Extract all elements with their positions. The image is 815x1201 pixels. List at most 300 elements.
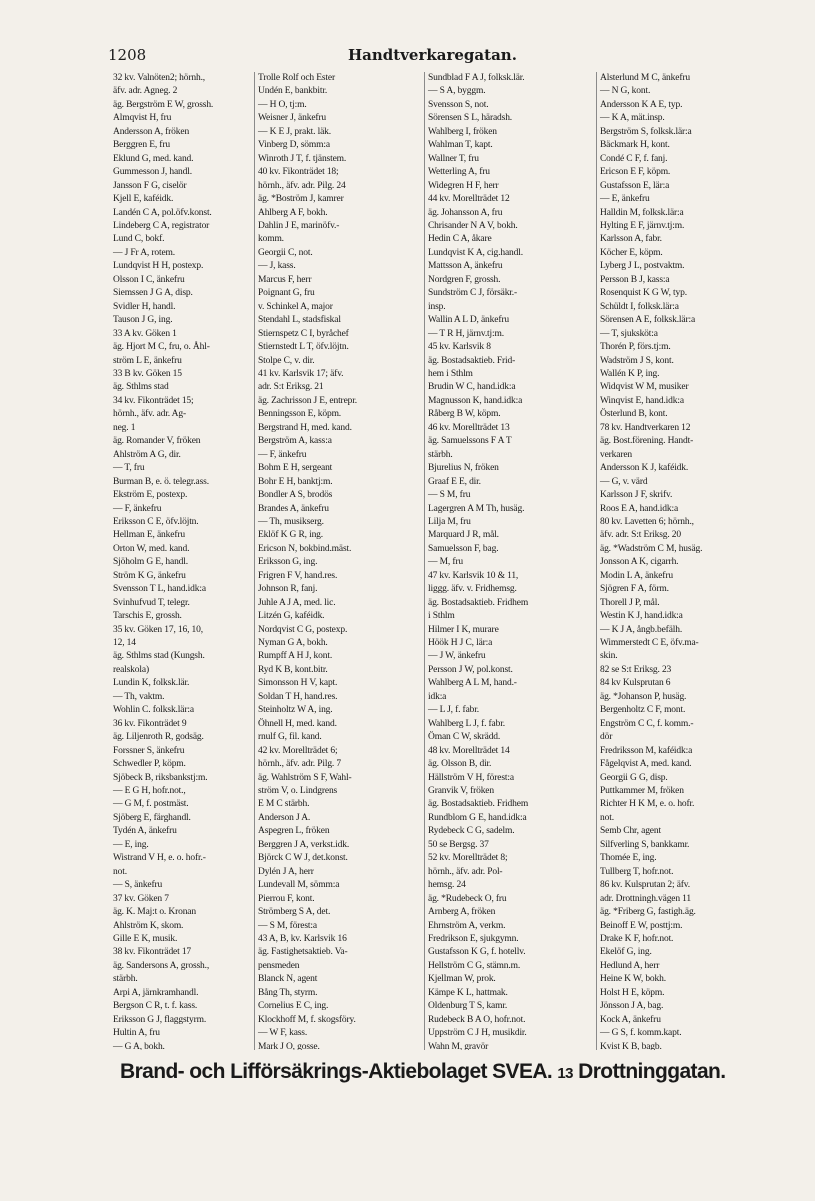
directory-entry: Gummesson J, handl. bbox=[113, 167, 192, 178]
directory-entry: — N G, kont. bbox=[600, 86, 651, 97]
directory-entry: Semb Chr, agent bbox=[600, 826, 661, 837]
directory-entry: Schwedler P, köpm. bbox=[113, 759, 186, 770]
directory-entry: äg. *Friberg G, fastigh.äg. bbox=[600, 907, 696, 918]
directory-entry: Svensson T L, hand.idk:a bbox=[113, 584, 206, 595]
directory-entry: 37 kv. Göken 7 bbox=[113, 893, 169, 904]
directory-entry: Lagergren A M Th, husäg. bbox=[428, 503, 525, 514]
directory-entry: 82 se S:t Eriksg. 23 bbox=[600, 664, 672, 675]
directory-entry: pensmeden bbox=[258, 960, 300, 971]
directory-entry: — L J, f. fabr. bbox=[428, 705, 479, 716]
directory-entry: 45 kv. Karlsvik 8 bbox=[428, 342, 491, 353]
directory-entry: Bohm E H, sergeant bbox=[258, 463, 333, 474]
directory-entry: Strömberg S A, det. bbox=[258, 907, 331, 918]
directory-entry: äg. Fastighetsaktieb. Va- bbox=[258, 947, 348, 958]
directory-entry: Bäckmark H, kont. bbox=[600, 140, 670, 151]
directory-column-4 bbox=[596, 72, 764, 1050]
directory-entry: Ehrnström A, verkm. bbox=[428, 920, 506, 931]
directory-entry: äg. Samuelssons F A T bbox=[428, 436, 512, 447]
directory-entry: — S M, fru bbox=[428, 490, 471, 501]
directory-entry: Stolpe C, v. dir. bbox=[258, 355, 315, 366]
directory-entry: — T R H, järnv.tj:m. bbox=[428, 328, 504, 339]
directory-entry: Wahlberg L J, f. fabr. bbox=[428, 718, 505, 729]
page-title: Handtverkaregatan. bbox=[348, 46, 517, 64]
directory-entry: Fågelqvist A, med. kand. bbox=[600, 759, 692, 770]
directory-columns bbox=[110, 72, 764, 1050]
directory-entry: 41 kv. Karlsvik 17; äfv. bbox=[258, 368, 344, 379]
directory-entry: Köcher E, köpm. bbox=[600, 247, 663, 258]
directory-entry: Silfverling S, bankkamr. bbox=[600, 839, 690, 850]
directory-entry: rnulf G, fil. kand. bbox=[258, 732, 322, 743]
directory-entry: — J Fr A, rotem. bbox=[113, 247, 175, 258]
directory-entry: liggg. äfv. v. Fridhemsg. bbox=[428, 584, 517, 595]
directory-entry: Wallin A L D, änkefru bbox=[428, 315, 509, 326]
directory-entry: hem i Sthlm bbox=[428, 368, 473, 379]
directory-entry: adr. Drottningh.vägen 11 bbox=[600, 893, 692, 904]
directory-entry: 86 kv. Kulsprutan 2; äfv. bbox=[600, 880, 691, 891]
directory-entry: Thorell J P, mål. bbox=[600, 597, 660, 608]
directory-entry: Wahn M, gravör bbox=[428, 1041, 489, 1050]
directory-entry: Winqvist E, hand.idk:a bbox=[600, 395, 684, 406]
directory-entry: äg. Bostadsaktieb. Frid- bbox=[428, 355, 516, 366]
directory-entry: Uppström C J H, musikdir. bbox=[428, 1028, 527, 1039]
directory-entry: äfv. adr. S:t Eriksg. 20 bbox=[600, 530, 682, 541]
directory-entry: hörnh., äfv. adr. Pilg. 7 bbox=[258, 759, 341, 770]
directory-entry: 50 se Bergsg. 37 bbox=[428, 839, 489, 850]
directory-entry: Rundblom G E, hand.idk:a bbox=[428, 812, 527, 823]
directory-entry: Marquard J R, mål. bbox=[428, 530, 499, 541]
directory-entry: Karlsson A, fabr. bbox=[600, 234, 662, 245]
directory-entry: Kjell E, kaféidk. bbox=[113, 194, 174, 205]
directory-entry: Persson B J, kass:a bbox=[600, 274, 670, 285]
directory-entry: Lundqvist K A, cig.handl. bbox=[428, 247, 523, 258]
directory-entry: insp. bbox=[428, 301, 446, 312]
directory-entry: Sörensen S L, häradsh. bbox=[428, 113, 513, 124]
directory-entry: Mark J O, gosse. bbox=[258, 1041, 320, 1050]
directory-entry: Klockhoff M, f. skogsföry. bbox=[258, 1014, 356, 1025]
directory-entry: 34 kv. Fikonträdet 15; bbox=[113, 395, 194, 406]
directory-entry: Modin L A, änkefru bbox=[600, 570, 673, 581]
advert-text: Brand- och Lifförsäkrings-Aktiebolaget SVEA. bbox=[120, 1060, 553, 1083]
directory-entry: — J W, änkefru bbox=[428, 651, 486, 662]
directory-entry: Rumpff A H J, kont. bbox=[258, 651, 333, 662]
directory-entry: Eriksson G J, flaggstyrm. bbox=[113, 1014, 207, 1025]
directory-entry: Gustafsson E, lär:a bbox=[600, 180, 670, 191]
directory-entry: Hedin C A, åkare bbox=[428, 234, 492, 245]
directory-entry: 40 kv. Fikonträdet 18; bbox=[258, 167, 339, 178]
directory-entry: Kjellman W, prok. bbox=[428, 974, 496, 985]
directory-entry: — Th, musikserg. bbox=[258, 516, 324, 527]
directory-entry: Widqvist W M, musiker bbox=[600, 382, 689, 393]
directory-entry: äg. Bostadsaktieb. Fridhem bbox=[428, 597, 529, 608]
directory-entry: Rydebeck C G, sadelm. bbox=[428, 826, 515, 837]
advert-street: Drottninggatan. bbox=[578, 1060, 726, 1083]
advert-number: 13 bbox=[557, 1065, 573, 1082]
directory-entry: 47 kv. Karlsvik 10 & 11, bbox=[428, 570, 519, 581]
directory-entry: — E, ing. bbox=[113, 839, 149, 850]
directory-entry: Ryd K B, kont.bitr. bbox=[258, 664, 328, 675]
directory-entry: äg. Zachrisson J E, entrepr. bbox=[258, 395, 357, 406]
directory-entry: — E G H, hofr.not., bbox=[113, 786, 186, 797]
directory-entry: Eklund G, med. kand. bbox=[113, 153, 194, 164]
directory-entry: Cornelius E C, ing. bbox=[258, 1001, 329, 1012]
directory-entry: Dylén J A, herr bbox=[258, 866, 314, 877]
directory-entry: Lund C, bokf. bbox=[113, 234, 165, 245]
directory-entry: Eriksson C E, öfv.löjtn. bbox=[113, 516, 199, 527]
directory-entry: — K A, mät.insp. bbox=[600, 113, 665, 124]
directory-entry: Magnusson K, hand.idk:a bbox=[428, 395, 523, 406]
directory-entry: — G A, bokh. bbox=[113, 1041, 165, 1050]
directory-entry: — G, v. värd bbox=[600, 476, 648, 487]
directory-entry: Sundblad F A J, folksk.lär. bbox=[428, 73, 525, 83]
directory-entry: Wetterling A, fru bbox=[428, 167, 490, 178]
directory-entry: — M, fru bbox=[428, 557, 463, 568]
directory-entry: Sjögren F A, förm. bbox=[600, 584, 669, 595]
directory-entry: Johnson R, fanj. bbox=[258, 584, 318, 595]
directory-entry: Wadström J S, kont. bbox=[600, 355, 674, 366]
directory-entry: äg. Sthlms stad bbox=[113, 382, 169, 393]
directory-entry: Nordqvist C G, postexp. bbox=[258, 624, 348, 635]
directory-entry: Fredriksson M, kaféidk:a bbox=[600, 745, 693, 756]
directory-entry: Lundqvist H H, postexp. bbox=[113, 261, 204, 272]
directory-entry: Kvist K B, bagb. bbox=[600, 1041, 662, 1050]
directory-entry: Heine K W, bokh. bbox=[600, 974, 666, 985]
directory-entry: Lilja M, fru bbox=[428, 516, 471, 527]
directory-entry: Nordgren F, grossh. bbox=[428, 274, 501, 285]
directory-entry: äg. Bost.förening. Handt- bbox=[600, 436, 694, 447]
directory-entry: — F, änkefru bbox=[113, 503, 162, 514]
directory-entry: Samuelsson F, bag. bbox=[428, 543, 499, 554]
directory-entry: Rosenquist K G W, typ. bbox=[600, 288, 687, 299]
directory-entry: Forssner S, änkefru bbox=[113, 745, 185, 756]
directory-entry: Condé C F, f. fanj. bbox=[600, 153, 668, 164]
directory-entry: Puttkammer M, fröken bbox=[600, 786, 684, 797]
directory-entry: Ahlberg A F, bokh. bbox=[258, 207, 328, 218]
directory-entry: Brandes A, änkefru bbox=[258, 503, 329, 514]
directory-entry: verkaren bbox=[600, 449, 633, 460]
directory-entry: äg. *Johanson P, husäg. bbox=[600, 691, 687, 702]
directory-entry: Öman C W, skrädd. bbox=[428, 732, 501, 743]
directory-entry: Engström C C, f. komm.- bbox=[600, 718, 694, 729]
directory-entry: Mattsson A, änkefru bbox=[428, 261, 503, 272]
directory-entry: Persson J W, pol.konst. bbox=[428, 664, 513, 675]
directory-entry: Bergstrand H, med. kand. bbox=[258, 422, 352, 433]
directory-entry: Andersson A, fröken bbox=[113, 126, 190, 137]
directory-column-1 bbox=[110, 72, 254, 1050]
directory-entry: Halldin M, folksk.lär:a bbox=[600, 207, 684, 218]
directory-entry: Orton W, med. kand. bbox=[113, 543, 190, 554]
directory-entry: hörnh., äfv. adr. Ag- bbox=[113, 409, 187, 420]
directory-entry: Undén E, bankbitr. bbox=[258, 86, 328, 97]
directory-entry: 38 kv. Fikonträdet 17 bbox=[113, 947, 192, 958]
directory-entry: 43 A, B, kv. Karlsvik 16 bbox=[258, 934, 347, 944]
directory-entry: Tullberg T, hofr.not. bbox=[600, 866, 674, 877]
directory-entry: Drake K F, hofr.not. bbox=[600, 934, 674, 944]
directory-entry: 52 kv. Morellträdet 8; bbox=[428, 853, 508, 864]
directory-entry: 78 kv. Handtverkaren 12 bbox=[600, 422, 691, 433]
directory-entry: äg. Olsson B, dir. bbox=[428, 759, 492, 770]
directory-entry: 80 kv. Lavetten 6; hörnh., bbox=[600, 516, 694, 527]
directory-entry: E M C stärbh. bbox=[258, 799, 310, 810]
directory-entry: Andersson K J, kaféidk. bbox=[600, 463, 689, 474]
directory-entry: Kämpe K L, hattmak. bbox=[428, 987, 508, 998]
directory-entry: Lyberg J L, postvaktm. bbox=[600, 261, 685, 272]
directory-entry: 32 kv. Valnöten2; hörnh., bbox=[113, 73, 206, 83]
directory-entry: 46 kv. Morellträdet 13 bbox=[428, 422, 510, 433]
directory-entry: not. bbox=[113, 866, 127, 877]
directory-entry: Wimmerstedt C E, öfv.ma- bbox=[600, 638, 699, 649]
directory-entry: äg. *Wadström C M, husäg. bbox=[600, 543, 703, 554]
directory-entry: Stiernstedt L T, öfv.löjtn. bbox=[258, 342, 349, 353]
directory-entry: 84 kv Kulsprutan 6 bbox=[600, 678, 671, 689]
directory-entry: äg. *Boström J, kamrer bbox=[258, 194, 344, 205]
directory-entry: Björck C W J, det.konst. bbox=[258, 853, 348, 864]
directory-entry: Thorén P, förs.tj:m. bbox=[600, 342, 671, 353]
directory-entry: stärbh. bbox=[113, 974, 138, 985]
directory-entry: Arpi A, järnkramhandl. bbox=[113, 987, 199, 998]
page-number: 1208 bbox=[108, 46, 147, 64]
directory-entry: Beinoff E W, posttj:m. bbox=[600, 920, 683, 931]
directory-entry: Holst H E, köpm. bbox=[600, 987, 665, 998]
directory-entry: Bergenholtz C F, mont. bbox=[600, 705, 686, 716]
directory-entry: Jansson F G, ciselör bbox=[113, 180, 187, 191]
directory-entry: Granvik V, fröken bbox=[428, 786, 494, 797]
directory-entry: Wohlin C. folksk.lär:a bbox=[113, 705, 194, 716]
directory-entry: 33 A kv. Göken 1 bbox=[113, 328, 177, 339]
directory-entry: äg. Bostadsaktieb. Fridhem bbox=[428, 799, 529, 810]
directory-entry: Benningsson E, köpm. bbox=[258, 409, 342, 420]
directory-entry: Graaf E E, dir. bbox=[428, 476, 481, 487]
directory-entry: Stendahl L, stadsfiskal bbox=[258, 315, 341, 326]
directory-entry: Sundström C J, försäkr.- bbox=[428, 288, 518, 299]
directory-entry: äg. *Rudebeck O, fru bbox=[428, 893, 507, 904]
directory-entry: — G M, f. postmäst. bbox=[113, 799, 189, 810]
directory-entry: — Th, vaktm. bbox=[113, 691, 165, 702]
directory-entry: Öhnell H, med. kand. bbox=[258, 718, 337, 729]
directory-entry: Berggren E, fru bbox=[113, 140, 170, 151]
directory-entry: hemsg. 24 bbox=[428, 880, 466, 891]
directory-entry: Wahlberg A L M, hand.- bbox=[428, 678, 517, 689]
directory-entry: äg. Bergström E W, grossh. bbox=[113, 99, 214, 110]
directory-entry: Steinholtz W A, ing. bbox=[258, 705, 333, 716]
directory-entry: Hylting E F, järnv.tj:m. bbox=[600, 220, 685, 231]
directory-entry: Gille E K, musik. bbox=[113, 934, 178, 944]
directory-entry: Wahlman T, kapt. bbox=[428, 140, 493, 151]
directory-entry: — S A, byggm. bbox=[428, 86, 486, 97]
directory-entry: — K E J, prakt. läk. bbox=[258, 126, 331, 137]
directory-entry: Stiernspetz C I, byråchef bbox=[258, 328, 349, 339]
directory-entry: Blanck N, agent bbox=[258, 974, 318, 985]
directory-entry: Frigren F V, hand.res. bbox=[258, 570, 338, 581]
directory-entry: Siemssen J G A, disp. bbox=[113, 288, 193, 299]
directory-entry: Richter H K M, e. o. hofr. bbox=[600, 799, 695, 810]
directory-entry: Alsterlund M C, änkefru bbox=[600, 73, 690, 83]
directory-entry: Gustafsson K G, f. hotellv. bbox=[428, 947, 526, 958]
directory-entry: Westin K J, hand.idk:a bbox=[600, 611, 683, 622]
directory-entry: Lindeberg C A, registrator bbox=[113, 220, 210, 231]
directory-entry: — S, änkefru bbox=[113, 880, 163, 891]
directory-entry: Dahlin J E, marinöfv.- bbox=[258, 220, 340, 231]
directory-entry: Chrisander N A V, bokh. bbox=[428, 220, 518, 231]
directory-entry: — W F, kass. bbox=[258, 1028, 308, 1039]
directory-entry: äg. Sthlms stad (Kungsh. bbox=[113, 651, 205, 662]
page-header bbox=[108, 46, 748, 70]
directory-entry: hörnh., äfv. adr. Pol- bbox=[428, 866, 503, 877]
directory-entry: äg. Johansson A, fru bbox=[428, 207, 503, 218]
directory-entry: Soldan T H, hand.res. bbox=[258, 691, 338, 702]
directory-entry: 48 kv. Morellträdet 14 bbox=[428, 745, 510, 756]
directory-entry: Eklöf K G R, ing. bbox=[258, 530, 324, 541]
directory-entry: Bondler A S, brodös bbox=[258, 490, 333, 501]
directory-entry: Anderson J A. bbox=[258, 812, 311, 823]
directory-entry: Svinhufvud T, telegr. bbox=[113, 597, 190, 608]
directory-entry: Lundin K, folksk.lär. bbox=[113, 678, 190, 689]
directory-entry: Hellström C G, stämn.m. bbox=[428, 960, 521, 971]
directory-entry: Winroth J T, f. tjänstem. bbox=[258, 153, 347, 164]
directory-entry: Sjöbeck B, riksbankstj:m. bbox=[113, 772, 208, 783]
directory-entry: Bergson C R, t. f. kass. bbox=[113, 1001, 198, 1012]
directory-entry: Andersson K A E, typ. bbox=[600, 99, 683, 110]
directory-entry: 12, 14 bbox=[113, 638, 136, 649]
directory-entry: hörnh., äfv. adr. Pilg. 24 bbox=[258, 180, 346, 191]
directory-entry: Ahlström A G, dir. bbox=[113, 449, 181, 460]
directory-entry: ström L E, änkefru bbox=[113, 355, 182, 366]
directory-entry: i Sthlm bbox=[428, 611, 455, 622]
directory-entry: stärbh. bbox=[428, 449, 453, 460]
directory-column-3 bbox=[424, 72, 596, 1050]
directory-entry: Bohr E H, banktj:m. bbox=[258, 476, 333, 487]
directory-entry: äg. K. Maj:t o. Kronan bbox=[113, 907, 196, 918]
directory-column-2 bbox=[254, 72, 424, 1050]
directory-entry: — G S, f. komm.kapt. bbox=[600, 1028, 682, 1039]
directory-entry: komm. bbox=[258, 234, 284, 245]
directory-entry: äg. Liljenroth R, godsäg. bbox=[113, 732, 204, 743]
directory-entry: Wistrand V H, e. o. hofr.- bbox=[113, 853, 206, 864]
directory-entry: 33 B kv. Göken 15 bbox=[113, 368, 182, 379]
directory-entry: Tauson J G, ing. bbox=[113, 315, 173, 326]
directory-entry: 36 kv. Fikonträdet 9 bbox=[113, 718, 187, 729]
directory-entry: Litzén G, kaféidk. bbox=[258, 611, 325, 622]
directory-entry: Berggren J A, verkst.idk. bbox=[258, 839, 350, 850]
directory-entry: Höök H J C, lär:a bbox=[428, 638, 493, 649]
directory-entry: Ekelöf G, ing. bbox=[600, 947, 652, 958]
directory-entry: Hedlund A, herr bbox=[600, 960, 660, 971]
directory-entry: Tarschis E, grossh. bbox=[113, 611, 182, 622]
directory-entry: 42 kv. Morellträdet 6; bbox=[258, 745, 338, 756]
directory-entry: Bergström A, kass:a bbox=[258, 436, 332, 447]
directory-entry: Oldenburg T S, kamr. bbox=[428, 1001, 508, 1012]
directory-entry: Hultin A, fru bbox=[113, 1028, 160, 1039]
directory-entry: Vinberg D, sömm:a bbox=[258, 140, 330, 151]
directory-entry: Schüldt I, folksk.lär:a bbox=[600, 301, 679, 312]
directory-entry: Ström K G, änkefru bbox=[113, 570, 186, 581]
directory-entry: Eriksson G, ing. bbox=[258, 557, 318, 568]
directory-entry: dör bbox=[600, 732, 613, 743]
directory-entry: skin. bbox=[600, 651, 618, 662]
directory-entry: 44 kv. Morellträdet 12 bbox=[428, 194, 510, 205]
directory-entry: Lundevall M, sömm:a bbox=[258, 880, 340, 891]
footer-advert bbox=[120, 1060, 760, 1092]
directory-entry: Wallner T, fru bbox=[428, 153, 479, 164]
directory-entry: äg. Wahlström S F, Wahl- bbox=[258, 772, 352, 783]
directory-entry: not. bbox=[600, 812, 614, 823]
directory-entry: 35 kv. Göken 17, 16, 10, bbox=[113, 624, 203, 635]
directory-entry: Svidler H, handl. bbox=[113, 301, 176, 312]
directory-entry: — H O, tj:m. bbox=[258, 99, 307, 110]
directory-entry: — S M, förest:a bbox=[258, 920, 317, 931]
directory-entry: Ahlström K, skom. bbox=[113, 920, 184, 931]
directory-entry: Rudebeck B A O, hofr.not. bbox=[428, 1014, 526, 1025]
directory-entry: Almqvist H, fru bbox=[113, 113, 172, 124]
directory-entry: v. Schinkel A, major bbox=[258, 301, 333, 312]
directory-entry: Trolle Rolf och Ester bbox=[258, 73, 335, 83]
directory-entry: Georgii C, not. bbox=[258, 247, 313, 258]
directory-entry: Pierrou F, kont. bbox=[258, 893, 315, 904]
directory-entry: Roos E A, hand.idk:a bbox=[600, 503, 679, 514]
directory-entry: Ekström E, postexp. bbox=[113, 490, 188, 501]
directory-entry: Österlund B, kont. bbox=[600, 409, 668, 420]
directory-entry: Hällström V H, förest:a bbox=[428, 772, 514, 783]
directory-entry: Bång Th, styrm. bbox=[258, 987, 318, 998]
directory-entry: Jonsson A K, cigarrh. bbox=[600, 557, 679, 568]
directory-entry: Georgii G G, disp. bbox=[600, 772, 668, 783]
directory-entry: äg. Romander V, fröken bbox=[113, 436, 201, 447]
directory-entry: Olsson I C, änkefru bbox=[113, 274, 185, 285]
directory-entry: Wallén K P, ing. bbox=[600, 368, 660, 379]
directory-entry: — J, kass. bbox=[258, 261, 296, 272]
directory-entry: Marcus F, herr bbox=[258, 274, 312, 285]
directory-entry: Landén C A, pol.öfv.konst. bbox=[113, 207, 212, 218]
directory-entry: Burman B, e. ö. telegr.ass. bbox=[113, 476, 209, 487]
directory-entry: äg. Hjort M C, fru, o. Åhl- bbox=[113, 342, 210, 353]
directory-entry: — E, änkefru bbox=[600, 194, 650, 205]
directory-entry: Ericson N, bokbind.mäst. bbox=[258, 543, 352, 554]
directory-entry: Fredrikson E, sjukgymn. bbox=[428, 934, 519, 944]
directory-entry: Simonsson H V, kapt. bbox=[258, 678, 338, 689]
directory-entry: Brudin W C, hand.idk:a bbox=[428, 382, 516, 393]
directory-entry: äg. Sandersons A, grossh., bbox=[113, 960, 210, 971]
directory-entry: Widegren H F, herr bbox=[428, 180, 499, 191]
directory-entry: Bjurelius N, fröken bbox=[428, 463, 499, 474]
directory-entry: Ericson E F, köpm. bbox=[600, 167, 671, 178]
directory-entry: Thomée E, ing. bbox=[600, 853, 657, 864]
directory-entry: realskola) bbox=[113, 664, 149, 675]
directory-entry: — T, fru bbox=[113, 463, 145, 474]
directory-entry: Nyman G A, bokh. bbox=[258, 638, 328, 649]
directory-entry: Juhle A J A, med. lic. bbox=[258, 597, 336, 608]
directory-entry: Wahlberg I, fröken bbox=[428, 126, 497, 137]
directory-entry: Karlsson J F, skrifv. bbox=[600, 490, 673, 501]
directory-entry: — K J A, ångb.befälh. bbox=[600, 624, 683, 635]
directory-entry: Jönsson J A, bag. bbox=[600, 1001, 664, 1012]
directory-entry: Hellman E, änkefru bbox=[113, 530, 185, 541]
directory-entry: Bergström S, folksk.lär:a bbox=[600, 126, 692, 137]
directory-entry: Svensson S, not. bbox=[428, 99, 489, 110]
directory-entry: Råberg B W, köpm. bbox=[428, 409, 501, 420]
directory-entry: neg. 1 bbox=[113, 422, 136, 433]
directory-entry: Sjöberg E, färghandl. bbox=[113, 812, 191, 823]
directory-entry: ström V, o. Lindgrens bbox=[258, 786, 338, 797]
directory-entry: adr. S:t Eriksg. 21 bbox=[258, 382, 324, 393]
directory-entry: Tydén A, änkefru bbox=[113, 826, 177, 837]
directory-entry: Arnberg A, fröken bbox=[428, 907, 496, 918]
directory-entry: Kock A, änkefru bbox=[600, 1014, 661, 1025]
directory-entry: idk:a bbox=[428, 691, 447, 702]
directory-entry: äfv. adr. Agneg. 2 bbox=[113, 86, 178, 97]
directory-entry: — F, änkefru bbox=[258, 449, 307, 460]
directory-entry: Aspegren L, fröken bbox=[258, 826, 330, 837]
directory-entry: Sjöholm G E, handl. bbox=[113, 557, 188, 568]
directory-entry: — T, sjuksköt:a bbox=[600, 328, 658, 339]
